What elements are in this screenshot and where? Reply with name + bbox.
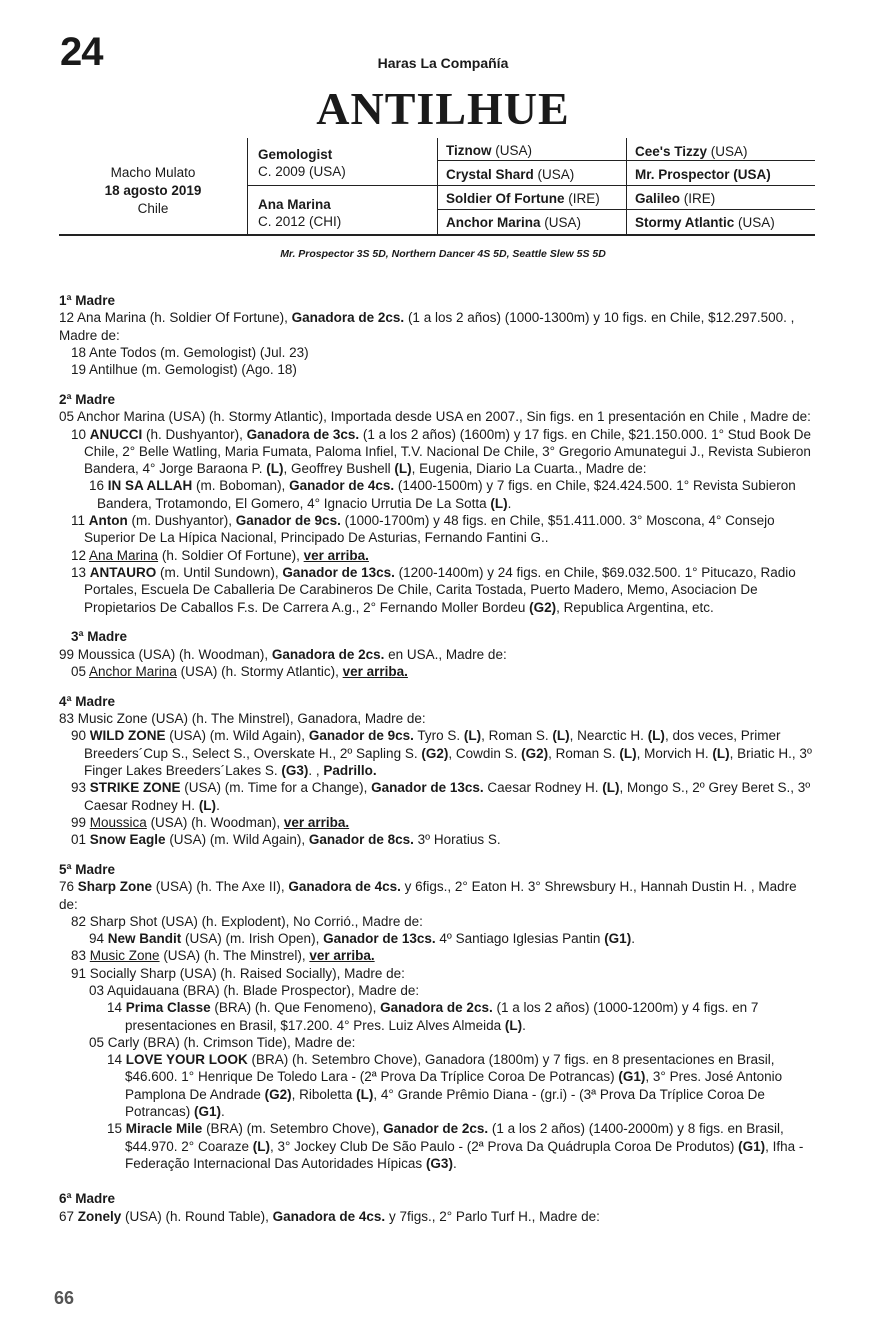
horse-country: Chile — [137, 201, 169, 216]
pedigree-entry: 10 ANUCCI (h. Dushyantor), Ganadora de 3cs. (1 a los 2 años) (1600m) y 17 figs. en Chile, $21.150.000. 1° Stud Book De Chile, 2° Belle Watling, Maria Fumata, Paloma Infiel, T.V. Nacional De Chile, 3° Gregorio Amunategui J., Revista Subieron Bandera, 4° Jorge Baraona P. (L), Geoffrey Bushell (L), Eugenia, Diario La Cuarta., Madre de: — [71, 426, 812, 477]
pedigree-entry: 91 Socially Sharp (USA) (h. Raised Socially), Madre de: — [71, 965, 405, 981]
pedigree-entry: 93 STRIKE ZONE (USA) (m. Time for a Change), Ganador de 13cs. Caesar Rodney H. (L), Mongo S., 2º Grey Beret S., 3º Caesar Rodney H. (L). — [71, 780, 811, 813]
horse-birth-date: 18 agosto 2019 — [104, 183, 202, 198]
dam-heading: 5ª Madre — [59, 861, 116, 877]
pedigree-entry: 83 Music Zone (USA) (h. The Minstrel), ver arriba. — [71, 948, 375, 964]
pedigree-entry: 67 Zonely (USA) (h. Round Table), Ganadora de 4cs. y 7figs., 2° Parlo Turf H., Madre de: — [59, 1208, 600, 1224]
pedigree-entry: 05 Carly (BRA) (h. Crimson Tide), Madre de: — [89, 1034, 356, 1050]
pedigree-entry: 19 Antilhue (m. Gemologist) (Ago. 18) — [71, 362, 297, 378]
gen4-ancestor: Mr. Prospector (USA) — [635, 167, 771, 182]
pedigree-entry: 76 Sharp Zone (USA) (h. The Axe II), Ganadora de 4cs. y 6figs., 2° Eaton H. 3° Shrewsbury H., Hannah Dustin H. , Madre de: — [59, 879, 797, 912]
pedigree-entry: 01 Snow Eagle (USA) (m. Wild Again), Ganador de 8cs. 3º Horatius S. — [71, 832, 501, 848]
horse-sex-color: Macho Mulato — [110, 165, 196, 180]
gen3-ancestor: Tiznow (USA) — [446, 143, 532, 158]
pedigree-entry: 82 Sharp Shot (USA) (h. Explodent), No Corrió., Madre de: — [71, 913, 423, 929]
pedigree-entry: 99 Moussica (USA) (h. Woodman), Ganadora de 2cs. en USA., Madre de: — [59, 646, 507, 662]
gen4-ancestor: Galileo (IRE) — [635, 191, 716, 206]
dam-cell — [258, 196, 341, 230]
gen3-ancestor: Anchor Marina (USA) — [446, 215, 582, 230]
sire-detail: C. 2009 (USA) — [258, 164, 346, 179]
pedigree-entry: 14 LOVE YOUR LOOK (BRA) (h. Setembro Chove), Ganadora (1800m) y 7 figs. en 8 presentaciones en Brasil, $46.600. 1° Henrique De Toledo Lara - (2ª Prova Da Tríplice Coroa De Potrancas) (G1), 3° Pres. José Antonio Pamplona De Andrade (G2), Riboletta (L), 4° Grande Prêmio Diana - (gr.i) - (3ª Prova Da Tríplice Coroa De Potrancas) (G1). — [107, 1052, 783, 1120]
pedigree-entry: 14 Prima Classe (BRA) (h. Que Fenomeno), Ganadora de 2cs. (1 a los 2 años) (1000-1200m) y 4 figs. en 7 presentaciones en Brasil, $17.200. 4° Pres. Luiz Alves Almeida (L). — [107, 1000, 759, 1033]
pedigree-entry: 16 IN SA ALLAH (m. Boboman), Ganador de 4cs. (1400-1500m) y 7 figs. en Chile, $24.424.500. 1° Revista Subieron Bandera, Trotamondo, El Gomero, 4° Ignacio Urrutia De La Sotta (L). — [89, 478, 796, 511]
pedigree-entry: 12 Ana Marina (h. Soldier Of Fortune), Ganadora de 2cs. (1 a los 2 años) (1000-1300m) y 10 figs. en Chile, $12.297.500. , Madre de: — [59, 310, 795, 343]
dam-heading: 3ª Madre — [71, 629, 128, 645]
gen4-ancestor: Stormy Atlantic (USA) — [635, 215, 775, 230]
pedigree-entry: 13 ANTAURO (m. Until Sundown), Ganador de 13cs. (1200-1400m) y 24 figs. en Chile, $69.032.500. 1° Pitucazo, Radio Portales, Escuela De Caballeria De Carabineros De Chile, Carita Tostada, Puerto Madero, Memo, Asociacion De Propietarios De Caballos F.s. De Carrera A.g., 2° Fernando Moller Bordeu (G2), Republica Argentina, etc. — [71, 564, 796, 615]
sire-cell — [258, 146, 346, 180]
gen3-ancestor: Soldier Of Fortune (IRE) — [446, 191, 600, 206]
gen3-ancestor: Crystal Shard (USA) — [446, 167, 575, 182]
pedigree-entry: 18 Ante Todos (m. Gemologist) (Jul. 23) — [71, 344, 309, 360]
pedigree-entry: 05 Anchor Marina (USA) (h. Stormy Atlantic), Importada desde USA en 2007., Sin figs. en 1 presentación en Chile , Madre de: — [59, 409, 811, 425]
breeder-name: Haras La Compañía — [377, 55, 509, 71]
horse-name: ANTILHUE — [316, 83, 570, 134]
dam-heading: 1ª Madre — [59, 293, 116, 308]
dam-detail: C. 2012 (CHI) — [258, 214, 342, 229]
dam-name: Ana Marina — [258, 197, 331, 212]
pedigree-entry: 12 Ana Marina (h. Soldier Of Fortune), ver arriba. — [71, 547, 369, 563]
sire-name: Gemologist — [258, 147, 333, 162]
pedigree-entry: 99 Moussica (USA) (h. Woodman), ver arriba. — [71, 814, 350, 830]
gen4-ancestor: Cee's Tizzy (USA) — [635, 144, 748, 159]
pedigree-table — [59, 138, 815, 236]
pedigree-entry: 05 Anchor Marina (USA) (h. Stormy Atlantic), ver arriba. — [71, 663, 408, 679]
horse-info — [59, 164, 247, 218]
pedigree-entry: 15 Miracle Mile (BRA) (m. Setembro Chove), Ganador de 2cs. (1 a los 2 años) (1400-2000m) y 8 figs. en Brasil, $44.970. 2° Coaraze (L), 3° Jockey Club De São Paulo - (2ª Prova Da Quádrupla Coroa De Produtos) (G1), Ifha - Federação Internacional Das Autoridades Hípicas (G3). — [107, 1121, 804, 1171]
pedigree-entry: 83 Music Zone (USA) (h. The Minstrel), Ganadora, Madre de: — [59, 711, 426, 727]
lot-number: 24 — [60, 30, 103, 74]
pedigree-entry: 90 WILD ZONE (USA) (m. Wild Again), Ganador de 9cs. Tyro S. (L), Roman S. (L), Nearctic H. (L), dos veces, Primer Breeders´Cup S., Select S., Overskate H., 2º Sapling S. (G2), Cowdin S. (G2), Roman S. (L), Morvich H. (L), Briatic H., 3º Finger Lakes Breeders´Lakes S. (G3). , Padrillo. — [71, 728, 812, 778]
pedigree-entry: 11 Anton (m. Dushyantor), Ganador de 9cs. (1000-1700m) y 48 figs. en Chile, $51.411.000. 3° Moscona, 4° Consejo Superior De La Hípica Nacional, Principado De Asturias, Fernando Fantini G.. — [71, 513, 775, 546]
family-record — [59, 292, 819, 1225]
dam-heading: 2ª Madre — [59, 391, 116, 407]
dam-heading: 4ª Madre — [59, 693, 116, 709]
page-number: 66 — [54, 1288, 75, 1308]
pedigree-entry: 94 New Bandit (USA) (m. Irish Open), Ganador de 13cs. 4º Santiago Iglesias Pantin (G1). — [89, 931, 635, 947]
inbreeding-note: Mr. Prospector 3S 5D, Northern Dancer 4S 5D, Seattle Slew 5S 5D — [280, 248, 606, 260]
pedigree-entry: 03 Aquidauana (BRA) (h. Blade Prospector), Madre de: — [89, 982, 420, 998]
dam-heading: 6ª Madre — [59, 1191, 116, 1207]
